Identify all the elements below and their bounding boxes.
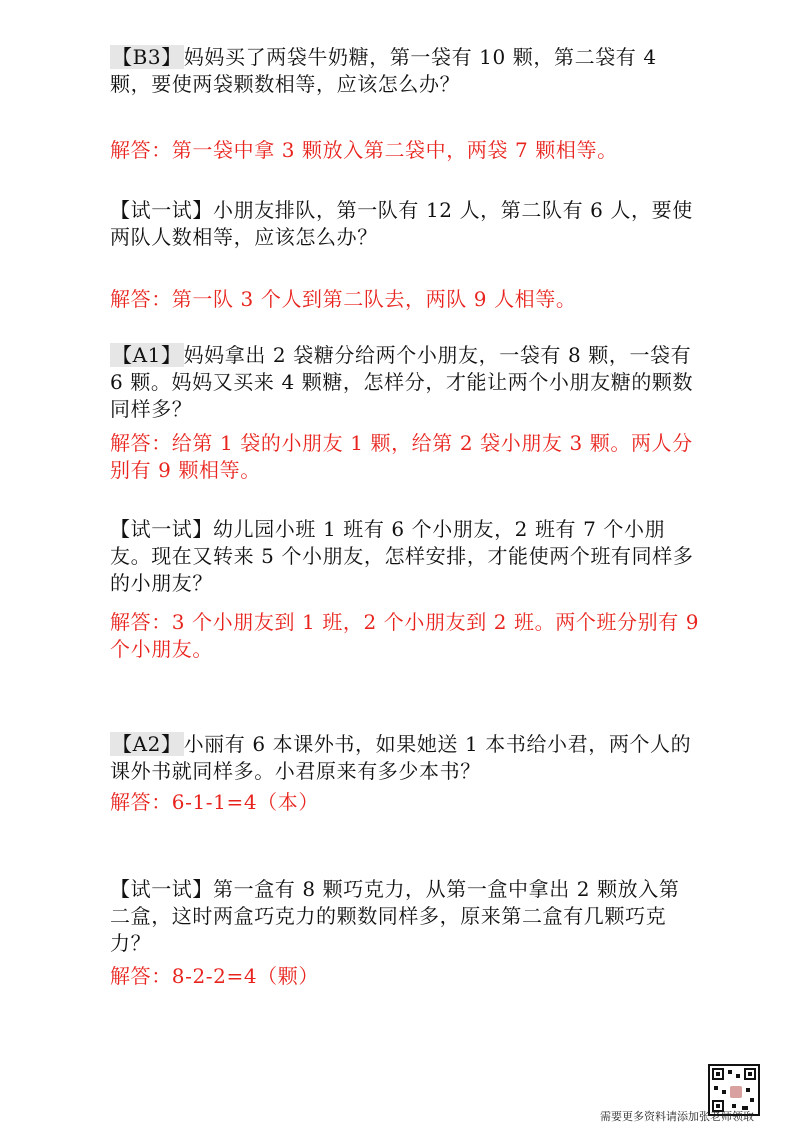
question-text: 妈妈拿出 2 袋糖分给两个小朋友，一袋有 8 颗，一袋有 6 颗。妈妈又买来 4 颗糖，怎样分，才能让两个小朋友糖的颗数同样多？ [110,343,694,421]
footer-text: 需要更多资料请添加张老师领取 [600,1110,754,1123]
problem-tag: 【试一试】 [110,198,213,222]
problem-4-question [110,516,700,597]
problem-4-answer: 解答：3 个小朋友到 1 班，2 个小朋友到 2 班。两个班分别有 9 个小朋友。 [110,610,700,661]
problem-5-answer: 解答：6-1-1=4（本） [110,790,319,814]
question-text: 小丽有 6 本课外书，如果她送 1 本书给小君，两个人的课外书就同样多。小君原来有多少本书？ [110,732,692,783]
question-text: 妈妈买了两袋牛奶糖，第一袋有 10 颗，第二袋有 4 颗，要使两袋颗数相等，应该怎么办？ [110,45,657,96]
problem-2-question [110,197,700,251]
avatar [730,1086,742,1098]
problem-tag: 【B3】 [112,45,182,69]
problem-3-question [110,342,700,423]
problem-2-answer: 解答：第一队 3 个人到第二队去，两队 9 人相等。 [110,287,577,311]
problem-tag: 【试一试】 [110,877,213,901]
problem-3-answer: 解答：给第 1 袋的小朋友 1 颗，给第 2 袋小朋友 3 颗。两人分别有 9 颗相等。 [110,431,693,482]
problem-tag: 【试一试】 [110,517,213,541]
problem-1-question [110,44,700,98]
problem-1-answer: 解答：第一袋中拿 3 颗放入第二袋中，两袋 7 颗相等。 [110,138,618,162]
footer [528,1064,788,1124]
problem-5-question [110,731,700,785]
problem-tag: 【A1】 [112,343,182,367]
question-text: 幼儿园小班 1 班有 6 个小朋友，2 班有 7 个小朋友。现在又转来 5 个小朋友，怎样安排，才能使两个班有同样多的小朋友？ [110,517,694,595]
problem-6-answer: 解答：8-2-2=4（颗） [110,964,319,988]
question-text: 第一盒有 8 颗巧克力，从第一盒中拿出 2 颗放入第二盒，这时两盒巧克力的颗数同样多，原来第二盒有几颗巧克力？ [110,877,680,955]
question-text: 小朋友排队，第一队有 12 人，第二队有 6 人，要使两队人数相等，应该怎么办？ [110,198,693,249]
qr-code-icon [708,1064,760,1116]
problem-6-question [110,876,700,957]
problem-tag: 【A2】 [112,732,182,756]
